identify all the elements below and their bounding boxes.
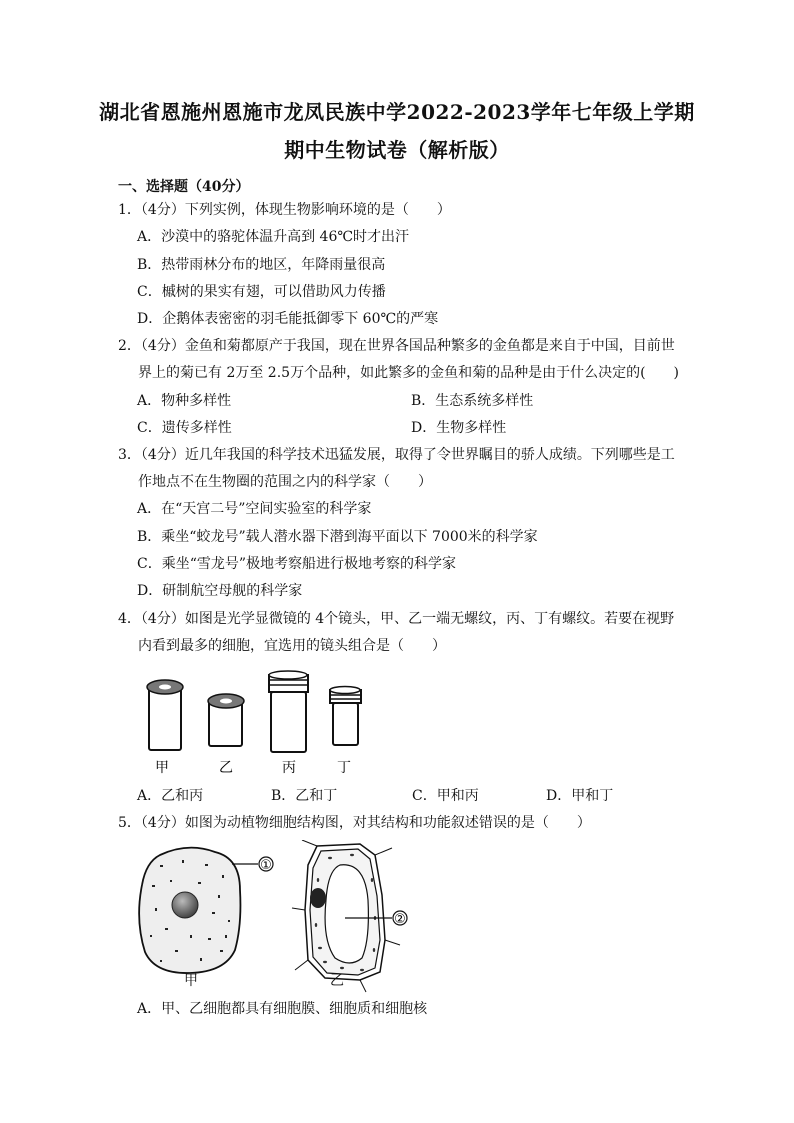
animal-cell bbox=[139, 848, 240, 973]
lens-label-jia: 甲 bbox=[155, 760, 169, 776]
section-heading: 一、选择题（40分） bbox=[118, 179, 250, 195]
plant-cell bbox=[292, 840, 400, 992]
q1-stem: 1．（4分）下列实例，体现生物影响环境的是（ ） bbox=[118, 202, 451, 218]
lens-label-ding: 丁 bbox=[337, 760, 351, 776]
microscope-lenses-figure bbox=[130, 660, 390, 780]
q3-stem-line1: 3．（4分）近几年我国的科学技术迅猛发展，取得了令世界瞩目的骄人成绩。下列哪些是工 bbox=[118, 447, 675, 463]
q3-option-a: A．在“天宫二号”空间实验室的科学家 bbox=[137, 501, 372, 517]
q1-option-d: D．企鹅体表密密的羽毛能抵御零下 60℃的严寒 bbox=[137, 311, 439, 327]
q3-option-d: D．研制航空母舰的科学家 bbox=[137, 583, 303, 599]
lens-jia bbox=[147, 680, 183, 750]
marker-1: ① bbox=[260, 858, 272, 873]
q5-option-a: A．甲、乙细胞都具有细胞膜、细胞质和细胞核 bbox=[137, 1001, 428, 1017]
q1-option-a: A．沙漠中的骆驼体温升高到 46℃时才出汗 bbox=[137, 229, 410, 245]
q2-option-c: C．遗传多样性 bbox=[137, 420, 232, 436]
q4-option-b: B．乙和丁 bbox=[271, 788, 338, 804]
q2-option-a: A．物种多样性 bbox=[137, 393, 232, 409]
q1-option-b: B．热带雨林分布的地区，年降雨量很高 bbox=[137, 257, 386, 273]
q5-stem: 5．（4分）如图为动植物细胞结构图，对其结构和功能叙述错误的是（ ） bbox=[118, 815, 591, 831]
q4-option-c: C．甲和丙 bbox=[412, 788, 479, 804]
lens-label-yi: 乙 bbox=[219, 760, 233, 776]
lens-bing bbox=[269, 671, 308, 752]
q4-stem-line2: 内看到最多的细胞，宜选用的镜头组合是（ ） bbox=[138, 638, 446, 654]
q2-option-b: B．生态系统多样性 bbox=[411, 393, 534, 409]
q2-option-d: D．生物多样性 bbox=[411, 420, 507, 436]
page-title-line2: 期中生物试卷（解析版） bbox=[284, 138, 510, 162]
q4-option-d: D．甲和丁 bbox=[546, 788, 614, 804]
q2-stem-line1: 2．（4分）金鱼和菊都原产于我国，现在世界各国品种繁多的金鱼都是来自于中国，目前世 bbox=[118, 338, 675, 354]
marker-2: ② bbox=[394, 912, 406, 927]
animal-cell-label: 甲 bbox=[184, 973, 198, 989]
cell-structure-figure bbox=[130, 840, 420, 995]
lens-yi bbox=[208, 694, 244, 746]
q3-option-b: B．乘坐“蛟龙号”载人潜水器下潜到海平面以下 7000米的科学家 bbox=[137, 529, 538, 545]
q3-stem-line2: 作地点不在生物圈的范围之内的科学家（ ） bbox=[138, 474, 432, 490]
lens-label-bing: 丙 bbox=[282, 760, 296, 776]
q4-option-a: A．乙和丙 bbox=[137, 788, 204, 804]
page-title-line1: 湖北省恩施州恩施市龙凤民族中学2022-2023学年七年级上学期 bbox=[99, 100, 695, 124]
q4-stem-line1: 4．（4分）如图是光学显微镜的 4个镜头，甲、乙一端无螺纹，丙、丁有螺纹。若要在视野 bbox=[118, 611, 675, 627]
q1-option-c: C．槭树的果实有翅，可以借助风力传播 bbox=[137, 284, 386, 300]
q3-option-c: C．乘坐“雪龙号”极地考察船进行极地考察的科学家 bbox=[137, 556, 457, 572]
q2-stem-line2: 界上的菊已有 2万至 2.5万个品种，如此繁多的金鱼和菊的品种是由于什么决定的( ) bbox=[138, 365, 679, 381]
plant-cell-label: 乙 bbox=[330, 973, 344, 989]
lens-ding bbox=[330, 687, 361, 746]
